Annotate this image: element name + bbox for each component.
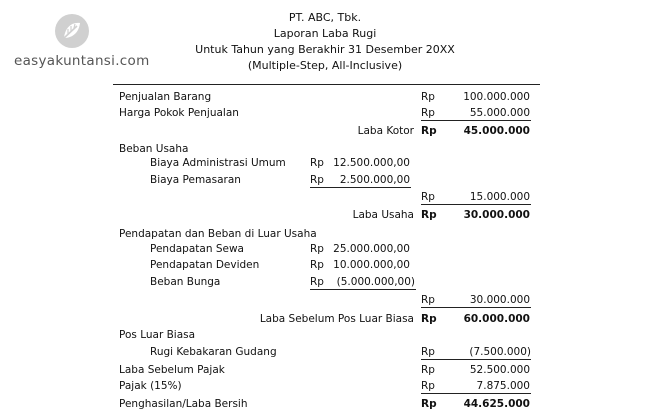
currency-symbol: Rp <box>421 364 435 376</box>
rent-income-label: Pendapatan Sewa <box>150 243 244 255</box>
pretax-income-value: 52.500.000 <box>469 364 530 376</box>
currency-symbol: Rp <box>421 313 437 325</box>
currency-symbol: Rp <box>421 106 531 121</box>
currency-symbol: Rp <box>421 91 435 103</box>
admin-expense-label: Biaya Administrasi Umum <box>150 157 286 169</box>
currency-symbol: Rp <box>421 379 531 394</box>
opex-total-value: 15.000.000 <box>469 191 530 203</box>
currency-symbol: Rp <box>421 125 437 137</box>
other-items-heading: Pendapatan dan Beban di Luar Usaha <box>119 228 317 240</box>
report-title: Laporan Laba Rugi <box>273 27 377 40</box>
pre-extraordinary-value: 60.000.000 <box>463 313 530 325</box>
gross-profit-label: Laba Kotor <box>357 125 414 137</box>
tax-label: Pajak (15%) <box>119 380 182 392</box>
opex-heading: Beban Usaha <box>119 143 189 155</box>
dividend-income-label: Pendapatan Deviden <box>150 259 260 271</box>
cogs-value: 55.000.000 <box>469 107 530 119</box>
currency-symbol: Rp <box>310 157 324 169</box>
report-method: (Multiple-Step, All-Inclusive) <box>247 59 403 72</box>
currency-symbol: Rp <box>421 190 531 205</box>
report-period: Untuk Tahun yang Berakhir 31 Desember 20XX <box>195 43 455 56</box>
sales-label: Penjualan Barang <box>119 91 212 103</box>
site-logo <box>0 8 150 73</box>
operating-income-value: 30.000.000 <box>463 209 530 221</box>
currency-symbol: Rp <box>421 398 437 410</box>
leaf-logo-icon <box>55 14 89 48</box>
pre-extraordinary-label: Laba Sebelum Pos Luar Biasa <box>259 313 414 325</box>
fire-loss-label: Rugi Kebakaran Gudang <box>150 346 277 358</box>
currency-symbol: Rp <box>310 259 324 271</box>
currency-symbol: Rp <box>421 293 531 308</box>
marketing-expense-value: 2.500.000,00 <box>339 174 410 186</box>
extraordinary-heading: Pos Luar Biasa <box>119 329 196 341</box>
interest-expense-value: (5.000.000,00) <box>336 276 415 288</box>
gross-profit-value: 45.000.000 <box>463 125 530 137</box>
net-income-value: 44.625.000 <box>463 398 530 410</box>
company-name: PT. ABC, Tbk. <box>288 11 362 24</box>
cogs-label: Harga Pokok Penjualan <box>119 107 239 119</box>
top-divider <box>113 84 540 85</box>
net-income-label: Penghasilan/Laba Bersih <box>119 398 248 410</box>
currency-symbol: Rp <box>310 243 324 255</box>
pretax-income-label: Laba Sebelum Pajak <box>119 364 225 376</box>
site-name: easyakuntansi.com <box>14 53 150 69</box>
sales-value: 100.000.000 <box>463 91 530 103</box>
marketing-expense-label: Biaya Pemasaran <box>150 174 241 186</box>
other-total-value: 30.000.000 <box>469 294 530 306</box>
rent-income-value: 25.000.000,00 <box>333 243 410 255</box>
currency-symbol: Rp <box>421 345 531 360</box>
tax-value: 7.875.000 <box>476 380 530 392</box>
dividend-income-value: 10.000.000,00 <box>333 259 410 271</box>
operating-income-label: Laba Usaha <box>352 209 414 221</box>
admin-expense-value: 12.500.000,00 <box>333 157 410 169</box>
currency-symbol: Rp <box>310 173 411 188</box>
fire-loss-value: (7.500.000) <box>469 346 531 358</box>
interest-expense-label: Beban Bunga <box>150 276 221 288</box>
currency-symbol: Rp <box>310 275 416 290</box>
currency-symbol: Rp <box>421 209 437 221</box>
